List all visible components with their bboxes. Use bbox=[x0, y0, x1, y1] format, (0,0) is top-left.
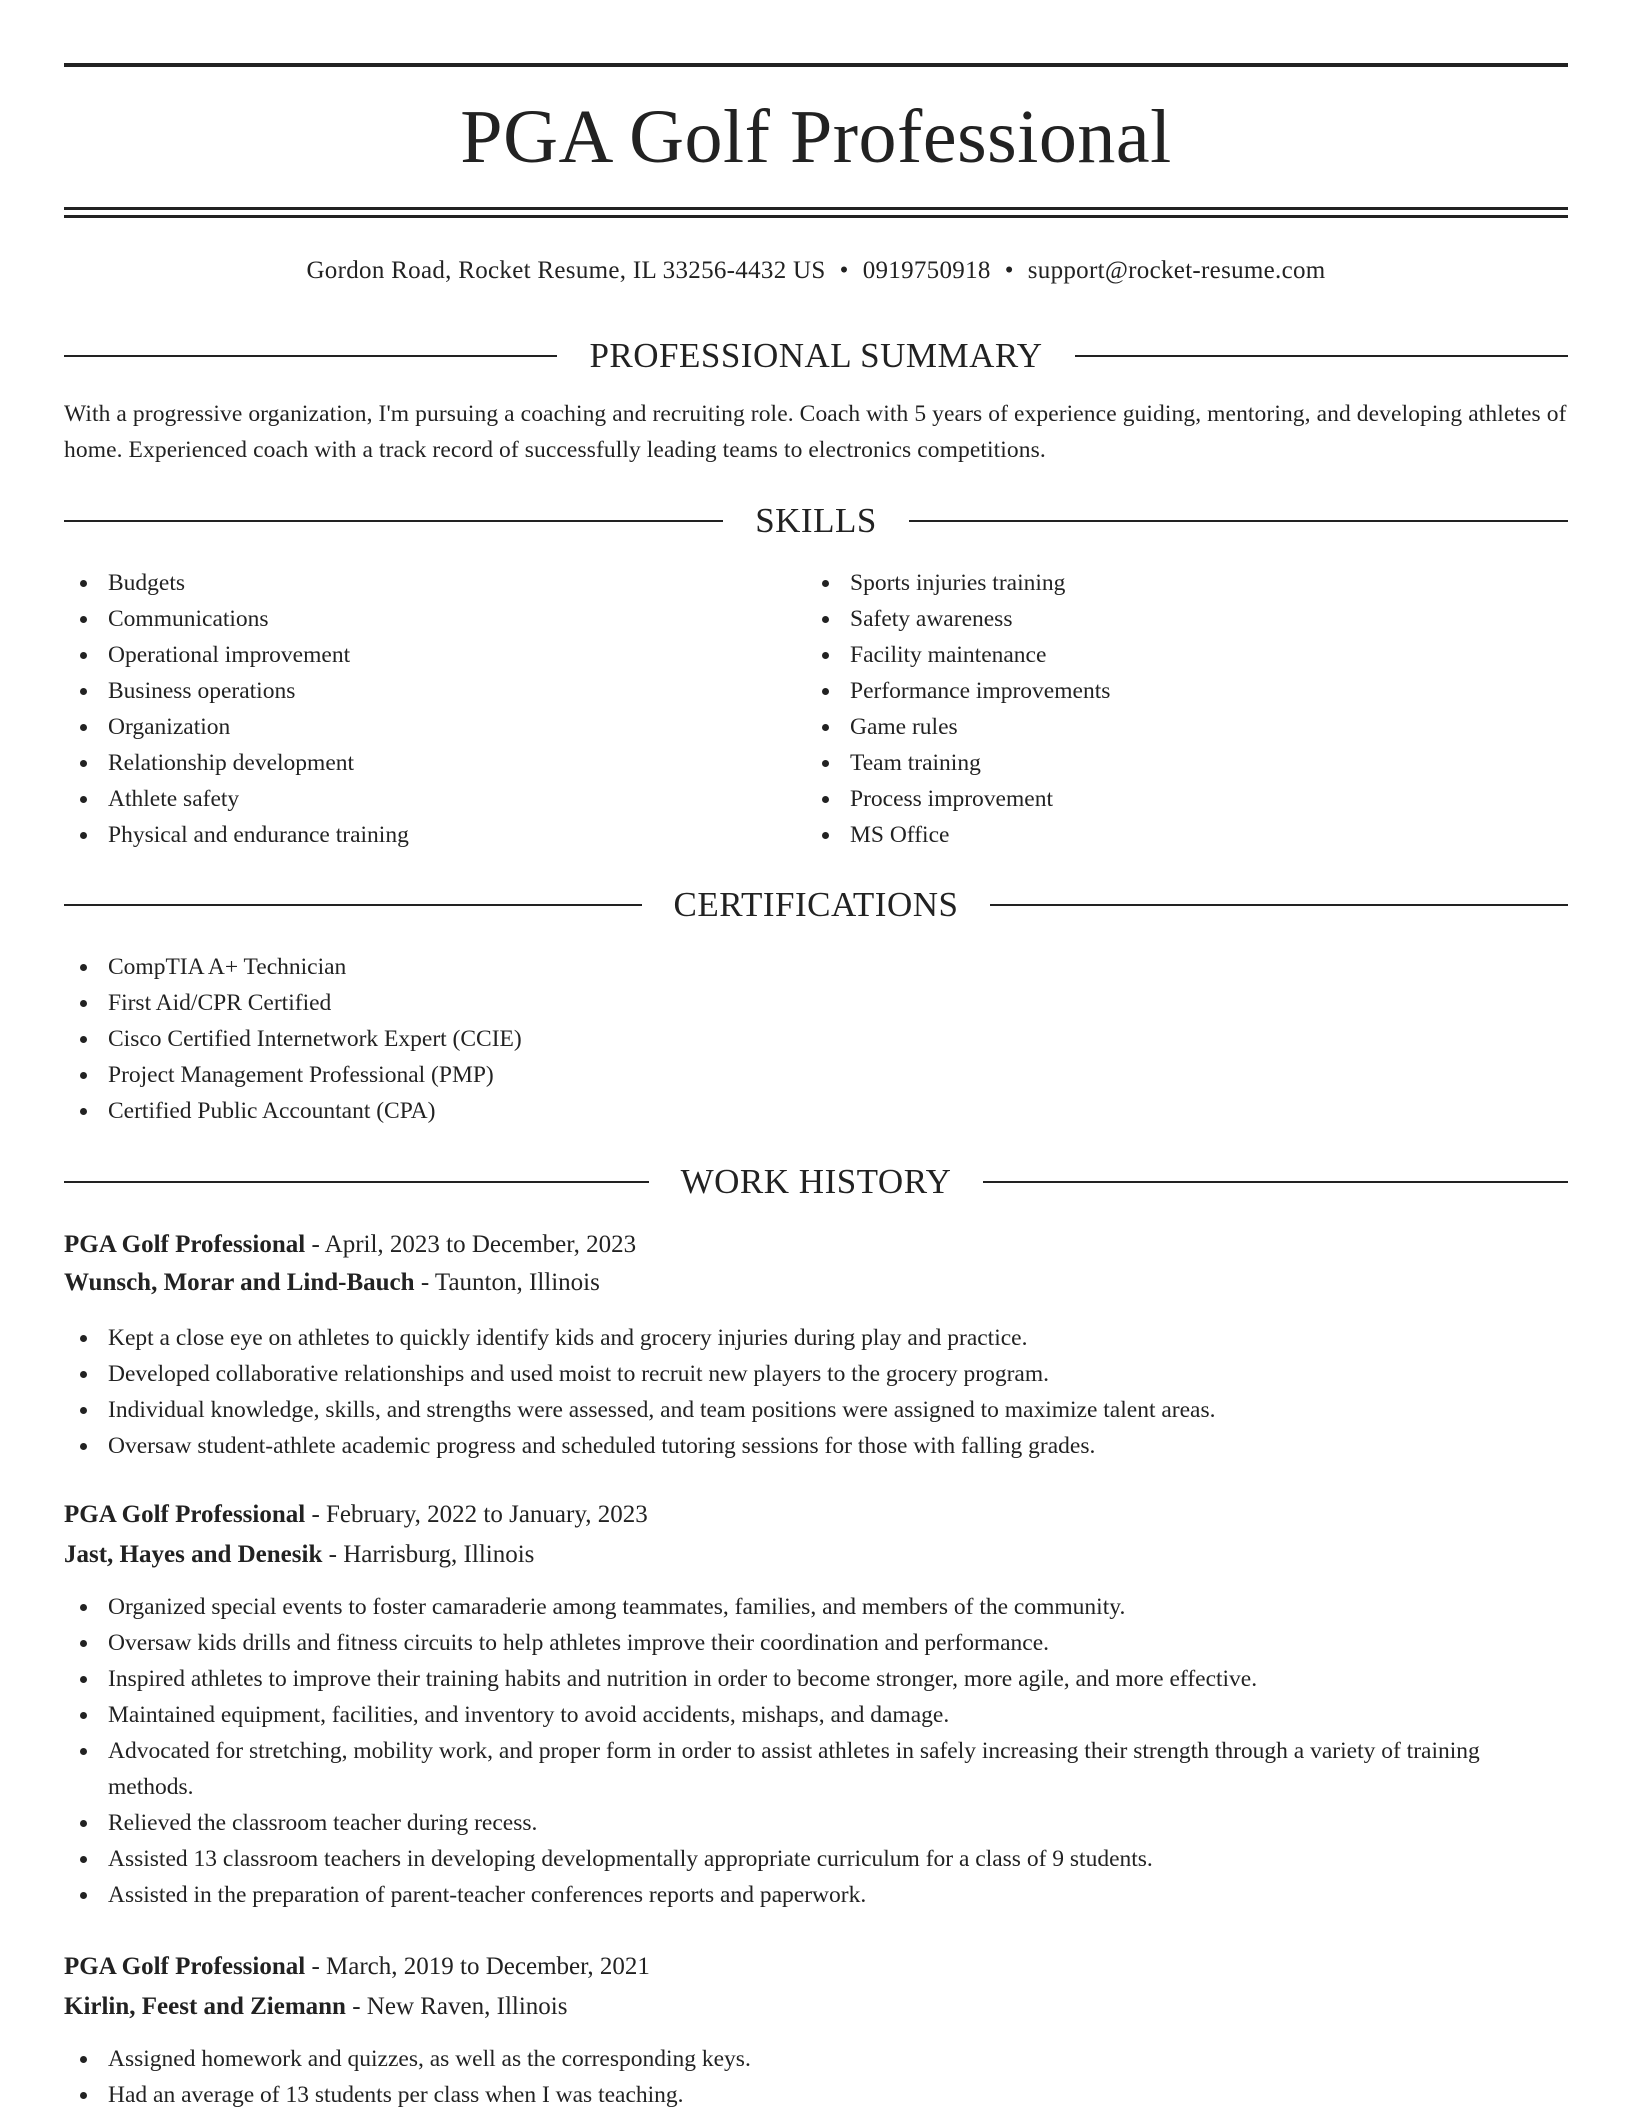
section-title: SKILLS bbox=[755, 501, 877, 540]
job-title-line bbox=[64, 1497, 1568, 1533]
skill-item: Budgets bbox=[64, 565, 804, 601]
certifications-list bbox=[64, 949, 1568, 1129]
job-bullets bbox=[64, 1320, 1568, 1464]
job-dates: - April, 2023 to December, 2023 bbox=[305, 1231, 637, 1258]
top-rule bbox=[64, 63, 1568, 67]
job-bullet: Assisted in the preparation of parent-teacher conferences reports and paperwork. bbox=[64, 1877, 1568, 1913]
contact-separator: • bbox=[839, 257, 849, 284]
skill-item: Business operations bbox=[64, 673, 804, 709]
job-bullet: Had an average of 13 students per class when I was teaching. bbox=[64, 2077, 1568, 2113]
job-bullet: Advocated for stretching, mobility work, and proper form in order to assist athletes in safely increasing their strength through a variety of training methods. bbox=[64, 1733, 1568, 1805]
contact-line bbox=[64, 254, 1568, 288]
heading-rule-left bbox=[64, 520, 723, 522]
skill-item: Communications bbox=[64, 601, 804, 637]
section-heading-certifications bbox=[64, 883, 1568, 927]
skill-item: Organization bbox=[64, 709, 804, 745]
job-company-line bbox=[64, 1989, 1568, 2025]
job-company: Jast, Hayes and Denesik bbox=[64, 1541, 323, 1568]
skill-item: Team training bbox=[806, 745, 1546, 781]
skill-item: Safety awareness bbox=[806, 601, 1546, 637]
section-title: PROFESSIONAL SUMMARY bbox=[589, 336, 1043, 375]
job-bullet: Assisted 13 classroom teachers in developing developmentally appropriate curriculum for a class of 9 students. bbox=[64, 1841, 1568, 1877]
certification-item: First Aid/CPR Certified bbox=[64, 985, 1568, 1021]
resume-title: PGA Golf Professional bbox=[460, 95, 1172, 179]
job-bullets bbox=[64, 1589, 1568, 1913]
skill-item: Facility maintenance bbox=[806, 637, 1546, 673]
skill-item: Sports injuries training bbox=[806, 565, 1546, 601]
job-bullet: Organized special events to foster camaraderie among teammates, families, and members of the community. bbox=[64, 1589, 1568, 1625]
skill-item: Process improvement bbox=[806, 781, 1546, 817]
job-bullet: Oversaw kids drills and fitness circuits to help athletes improve their coordination and performance. bbox=[64, 1625, 1568, 1661]
job-dates: - February, 2022 to January, 2023 bbox=[305, 1501, 648, 1528]
skill-item: MS Office bbox=[806, 817, 1546, 853]
title-rule-upper bbox=[64, 207, 1568, 210]
skill-item: Game rules bbox=[806, 709, 1546, 745]
job-title: PGA Golf Professional bbox=[64, 1231, 306, 1258]
section-title: WORK HISTORY bbox=[680, 1162, 952, 1201]
section-heading-work bbox=[64, 1160, 1568, 1204]
job-location: - Harrisburg, Illinois bbox=[322, 1541, 535, 1568]
contact-separator: • bbox=[1004, 257, 1014, 284]
skill-item: Performance improvements bbox=[806, 673, 1546, 709]
certification-item: CompTIA A+ Technician bbox=[64, 949, 1568, 985]
summary-text: With a progressive organization, I'm pursuing a coaching and recruiting role. Coach with 5 years of experience guiding, mentoring, and developing athletes of home. Experienced coach with a track record of successfully leading teams to electronics competitions. bbox=[64, 401, 1567, 463]
job-title-line bbox=[64, 1949, 1568, 1985]
job-bullet: Maintained equipment, facilities, and inventory to avoid accidents, mishaps, and damage. bbox=[64, 1697, 1568, 1733]
job-title: PGA Golf Professional bbox=[64, 1953, 306, 1980]
job-bullet: Developed collaborative relationships and used moist to recruit new players to the grocery program. bbox=[64, 1356, 1568, 1392]
contact-address: Gordon Road, Rocket Resume, IL 33256-4432 US bbox=[306, 257, 826, 284]
job-bullet: Relieved the classroom teacher during recess. bbox=[64, 1805, 1568, 1841]
certification-item: Project Management Professional (PMP) bbox=[64, 1057, 1568, 1093]
job-bullet: Individual knowledge, skills, and strengths were assessed, and team positions were assigned to maximize talent areas. bbox=[64, 1392, 1568, 1428]
job-bullet: Oversaw student-athlete academic progress and scheduled tutoring sessions for those with falling grades. bbox=[64, 1428, 1568, 1464]
job-location: - Taunton, Illinois bbox=[414, 1269, 600, 1296]
contact-phone: 0919750918 bbox=[862, 257, 991, 284]
heading-rule-left bbox=[64, 355, 557, 357]
job-title: PGA Golf Professional bbox=[64, 1501, 306, 1528]
skill-item: Relationship development bbox=[64, 745, 804, 781]
heading-rule-right bbox=[990, 904, 1568, 906]
contact-email: support@rocket-resume.com bbox=[1027, 257, 1326, 284]
job-title-line bbox=[64, 1227, 1568, 1263]
section-heading-skills bbox=[64, 499, 1568, 543]
heading-rule-right bbox=[983, 1181, 1568, 1183]
skills-list-right bbox=[806, 565, 1546, 853]
job-location: - New Raven, Illinois bbox=[345, 1993, 568, 2020]
job-company-line bbox=[64, 1265, 1568, 1301]
heading-rule-right bbox=[1075, 355, 1568, 357]
job-dates: - March, 2019 to December, 2021 bbox=[305, 1953, 650, 1980]
certification-item: Certified Public Accountant (CPA) bbox=[64, 1093, 1568, 1129]
job-bullet: Assigned homework and quizzes, as well as the corresponding keys. bbox=[64, 2041, 1568, 2077]
skill-item: Operational improvement bbox=[64, 637, 804, 673]
section-heading-summary bbox=[64, 334, 1568, 378]
job-bullets bbox=[64, 2041, 1568, 2113]
title-rule-lower bbox=[64, 215, 1568, 218]
section-title: CERTIFICATIONS bbox=[673, 885, 959, 924]
heading-rule-left bbox=[64, 904, 642, 906]
job-bullet: Inspired athletes to improve their training habits and nutrition in order to become stronger, more agile, and more effective. bbox=[64, 1661, 1568, 1697]
heading-rule-left bbox=[64, 1181, 649, 1183]
skill-item: Physical and endurance training bbox=[64, 817, 804, 853]
job-bullet: Kept a close eye on athletes to quickly identify kids and grocery injuries during play and practice. bbox=[64, 1320, 1568, 1356]
skills-list-left bbox=[64, 565, 804, 853]
job-company: Wunsch, Morar and Lind-Bauch bbox=[64, 1269, 415, 1296]
skill-item: Athlete safety bbox=[64, 781, 804, 817]
heading-rule-right bbox=[909, 520, 1568, 522]
certification-item: Cisco Certified Internetwork Expert (CCIE) bbox=[64, 1021, 1568, 1057]
job-company: Kirlin, Feest and Ziemann bbox=[64, 1993, 346, 2020]
job-company-line bbox=[64, 1537, 1568, 1573]
